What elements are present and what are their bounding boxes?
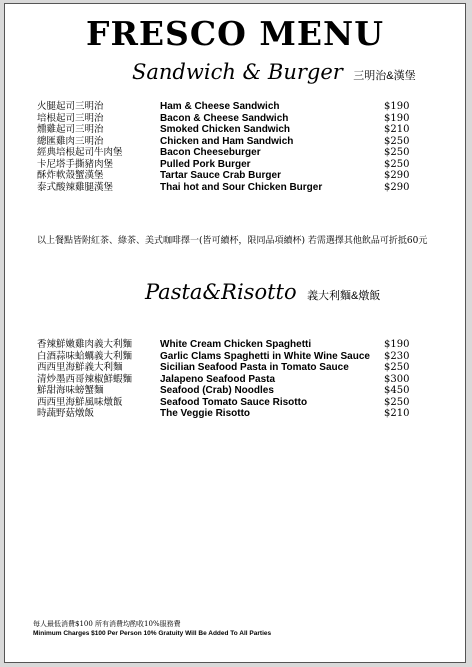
item-en-name: Bacon & Cheese Sandwich [160, 112, 289, 124]
item-en-name: The Veggie Risotto [160, 408, 251, 419]
list-item [5, 182, 465, 194]
item-en-name: Chicken and Ham Sandwich [160, 135, 294, 147]
item-price: $290 [384, 170, 410, 181]
item-en-name: Seafood (Crab) Noodles [160, 385, 274, 396]
item-zh-name: 白酒蒜味蛤蠣義大利麵 [37, 350, 133, 362]
list-item [5, 362, 465, 374]
item-en-name: Seafood Tomato Sauce Risotto [160, 396, 308, 408]
pasta-list [5, 339, 465, 420]
item-en-name: Sicilian Seafood Pasta in Tomato Sauce [160, 362, 349, 373]
item-en-name: Smoked Chicken Sandwich [160, 124, 291, 135]
item-price: $250 [384, 158, 410, 170]
item-price: $190 [384, 101, 410, 112]
list-item [5, 397, 465, 409]
item-zh-name: 酥炸軟殼蟹漢堡 [37, 170, 104, 181]
item-zh-name: 香辣鮮嫩雞肉義大利麵 [37, 339, 133, 350]
item-price: $300 [384, 373, 410, 385]
item-zh-name: 清炒墨西哥辣椒鮮蝦麵 [37, 373, 133, 385]
item-en-name: White Cream Chicken Spaghetti [160, 339, 312, 350]
item-zh-name: 經典培根起司牛肉堡 [37, 147, 123, 158]
list-item [5, 159, 465, 171]
list-item [5, 124, 465, 136]
item-zh-name: 鮮甜海味螃蟹麵 [37, 385, 104, 396]
footer-en: Minimum Charges $100 Per Person 10% Gratuity Will Be Added To All Parties [33, 630, 272, 637]
item-price: $210 [384, 408, 410, 419]
item-zh-name: 總匯雞肉三明治 [37, 135, 104, 147]
item-price: $250 [384, 147, 410, 158]
section-subtitle: 三明治&漢堡 [353, 70, 416, 82]
item-zh-name: 培根起司三明治 [37, 112, 104, 124]
list-item [5, 339, 465, 351]
item-price: $190 [384, 112, 410, 124]
item-zh-name: 西西里海鮮義大利麵 [37, 362, 123, 373]
item-zh-name: 卡尼塔手撕豬肉堡 [37, 158, 114, 170]
sandwich-list [5, 101, 465, 193]
section-header-sandwich [132, 60, 416, 84]
item-en-name: Tartar Sauce Crab Burger [160, 170, 281, 181]
item-en-name: Ham & Cheese Sandwich [160, 101, 280, 112]
list-item [5, 170, 465, 182]
item-price: $230 [384, 350, 410, 362]
item-price: $210 [384, 124, 410, 135]
footer-zh: 每人最低消費$100 所有消費均酌收10%服務費 [33, 620, 181, 628]
item-en-name: Thai hot and Sour Chicken Burger [160, 181, 323, 193]
section-header-pasta [145, 280, 380, 304]
item-en-name: Garlic Clams Spaghetti in White Wine Sauce [160, 350, 370, 362]
item-price: $450 [384, 385, 410, 396]
item-zh-name: 時蔬野菇燉飯 [37, 408, 95, 419]
item-zh-name: 火腿起司三明治 [37, 101, 104, 112]
item-zh-name: 燻雞起司三明治 [37, 124, 104, 135]
list-item [5, 136, 465, 148]
list-item [5, 101, 465, 113]
item-zh-name: 泰式酸辣雞腿漢堡 [37, 181, 114, 193]
footer [33, 620, 271, 638]
list-item [5, 385, 465, 397]
section-subtitle: 義大利麵&燉飯 [307, 290, 381, 302]
menu-page [4, 3, 466, 663]
item-price: $250 [384, 135, 410, 147]
item-en-name: Bacon Cheeseburger [160, 147, 261, 158]
list-item [5, 374, 465, 386]
list-item [5, 147, 465, 159]
item-en-name: Jalapeno Seafood Pasta [160, 373, 276, 385]
item-price: $290 [384, 181, 410, 193]
item-en-name: Pulled Pork Burger [160, 158, 251, 170]
list-item [5, 408, 465, 420]
drink-note: 以上餐點皆附紅茶、綠茶、美式咖啡擇一(皆可續杯，限同品項續杯) 若需選擇其他飲品可折抵60元 [37, 236, 428, 246]
item-zh-name: 西西里海鮮風味燉飯 [37, 396, 123, 408]
list-item [5, 351, 465, 363]
list-item [5, 113, 465, 125]
item-price: $250 [384, 396, 410, 408]
item-price: $250 [384, 362, 410, 373]
menu-title: FRESCO MENU [86, 14, 384, 53]
section-title: Sandwich & Burger [132, 60, 343, 84]
section-title: Pasta&Risotto [145, 280, 297, 304]
item-price: $190 [384, 339, 410, 350]
